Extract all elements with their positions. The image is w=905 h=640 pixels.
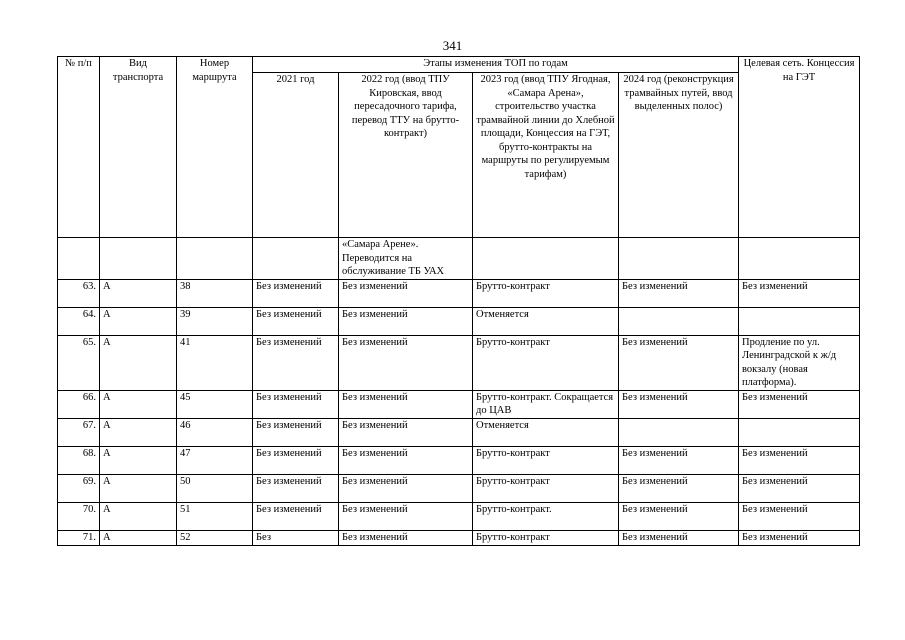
cell-2022: Без изменений [339, 446, 473, 474]
cell-transport-type: А [100, 530, 177, 545]
header-year-2021: 2021 год [253, 73, 339, 238]
cell-route-number: 52 [177, 530, 253, 545]
cell-2024 [619, 418, 739, 446]
cell-2024: Без изменений [619, 279, 739, 307]
header-number: № п/п [58, 57, 100, 238]
cell-2023: Отменяется [473, 307, 619, 335]
cell-2023: Брутто-контракт. [473, 502, 619, 530]
cell-2024: Без изменений [619, 502, 739, 530]
cell-2022: Без изменений [339, 530, 473, 545]
page-number: 341 [442, 38, 463, 53]
cell-route-number: 45 [177, 390, 253, 418]
cell-2021: Без изменений [253, 446, 339, 474]
cell-target: Без изменений [739, 446, 860, 474]
table-row [58, 307, 860, 335]
cell-2022: Без изменений [339, 418, 473, 446]
cell-transport-type: А [100, 335, 177, 390]
cell-2022: Без изменений [339, 390, 473, 418]
cell-2024: Без изменений [619, 530, 739, 545]
header-year-2024: 2024 год (реконструкция трамвайных путей, ввод выделенных полос) [619, 73, 739, 238]
table-row [58, 530, 860, 545]
header-route-number: Номер маршрута [177, 57, 253, 238]
cell-target [739, 307, 860, 335]
cell-2024: Без изменений [619, 390, 739, 418]
cell-2022: Без изменений [339, 474, 473, 502]
header-target-network: Целевая сеть. Концессия на ГЭТ [739, 57, 860, 238]
cell-transport-type: А [100, 474, 177, 502]
cell-2021: Без изменений [253, 335, 339, 390]
table-row [58, 390, 860, 418]
header-row-1 [58, 57, 860, 73]
header-year-2023: 2023 год (ввод ТПУ Ягодная, «Самара Арена», строительство участка трамвайной линии до Хлебной площади, Концессия на ГЭТ, брутто-контракты на маршруты по регулируемым тарифам) [473, 73, 619, 238]
cell-transport-type: А [100, 418, 177, 446]
cell-2021: Без изменений [253, 279, 339, 307]
cell-target: Без изменений [739, 502, 860, 530]
cell-number: 65. [58, 335, 100, 390]
cell-2021: Без изменений [253, 502, 339, 530]
continuation-row [58, 238, 860, 280]
cell-route-number: 47 [177, 446, 253, 474]
cell-2024 [619, 238, 739, 280]
header-year-2022: 2022 год (ввод ТПУ Кировская, ввод пересадочного тарифа, перевод ТТУ на брутто-контракт) [339, 73, 473, 238]
cell-target: Продление по ул. Ленинградской к ж/д вокзалу (новая платформа). [739, 335, 860, 390]
table-row [58, 418, 860, 446]
cell-number: 70. [58, 502, 100, 530]
cell-2021: Без изменений [253, 418, 339, 446]
cell-route-number: 50 [177, 474, 253, 502]
table-row [58, 335, 860, 390]
header-stages-group: Этапы изменения ТОП по годам [253, 57, 739, 73]
cell-number: 71. [58, 530, 100, 545]
cell-target: Без изменений [739, 279, 860, 307]
cell-2022: Без изменений [339, 307, 473, 335]
cell-2024 [619, 307, 739, 335]
cell-transport-type: А [100, 502, 177, 530]
cell-number: 69. [58, 474, 100, 502]
table-row [58, 279, 860, 307]
cell-transport-type: А [100, 446, 177, 474]
cell-2024: Без изменений [619, 335, 739, 390]
cell-2023: Брутто-контракт [473, 446, 619, 474]
cell-2021 [253, 238, 339, 280]
cell-transport-type: А [100, 279, 177, 307]
cell-2023: Брутто-контракт [473, 530, 619, 545]
cell-2023: Брутто-контракт [473, 474, 619, 502]
cell-2022: Без изменений [339, 502, 473, 530]
cell-2022: «Самара Арене». Переводится на обслуживание ТБ УАХ [339, 238, 473, 280]
cell-number: 67. [58, 418, 100, 446]
cell-2022: Без изменений [339, 335, 473, 390]
cell-route-number [177, 238, 253, 280]
cell-target: Без изменений [739, 474, 860, 502]
cell-2021: Без [253, 530, 339, 545]
cell-2024: Без изменений [619, 446, 739, 474]
cell-2021: Без изменений [253, 390, 339, 418]
cell-number: 66. [58, 390, 100, 418]
cell-transport-type: А [100, 390, 177, 418]
cell-target: Без изменений [739, 530, 860, 545]
cell-transport-type [100, 238, 177, 280]
cell-2021: Без изменений [253, 474, 339, 502]
cell-2023: Брутто-контракт [473, 279, 619, 307]
table-row [58, 502, 860, 530]
cell-route-number: 39 [177, 307, 253, 335]
cell-2023: Отменяется [473, 418, 619, 446]
cell-2021: Без изменений [253, 307, 339, 335]
cell-2022: Без изменений [339, 279, 473, 307]
cell-2023 [473, 238, 619, 280]
cell-number: 68. [58, 446, 100, 474]
cell-target [739, 418, 860, 446]
cell-route-number: 38 [177, 279, 253, 307]
cell-2023: Брутто-контракт. Сокращается до ЦАВ [473, 390, 619, 418]
header-transport-type: Вид транспорта [100, 57, 177, 238]
cell-transport-type: А [100, 307, 177, 335]
cell-number [58, 238, 100, 280]
cell-2024: Без изменений [619, 474, 739, 502]
cell-target [739, 238, 860, 280]
table-row [58, 474, 860, 502]
cell-route-number: 46 [177, 418, 253, 446]
cell-number: 63. [58, 279, 100, 307]
cell-number: 64. [58, 307, 100, 335]
cell-target: Без изменений [739, 390, 860, 418]
cell-route-number: 51 [177, 502, 253, 530]
table-row [58, 446, 860, 474]
cell-route-number: 41 [177, 335, 253, 390]
cell-2023: Брутто-контракт [473, 335, 619, 390]
routes-table [57, 56, 860, 546]
